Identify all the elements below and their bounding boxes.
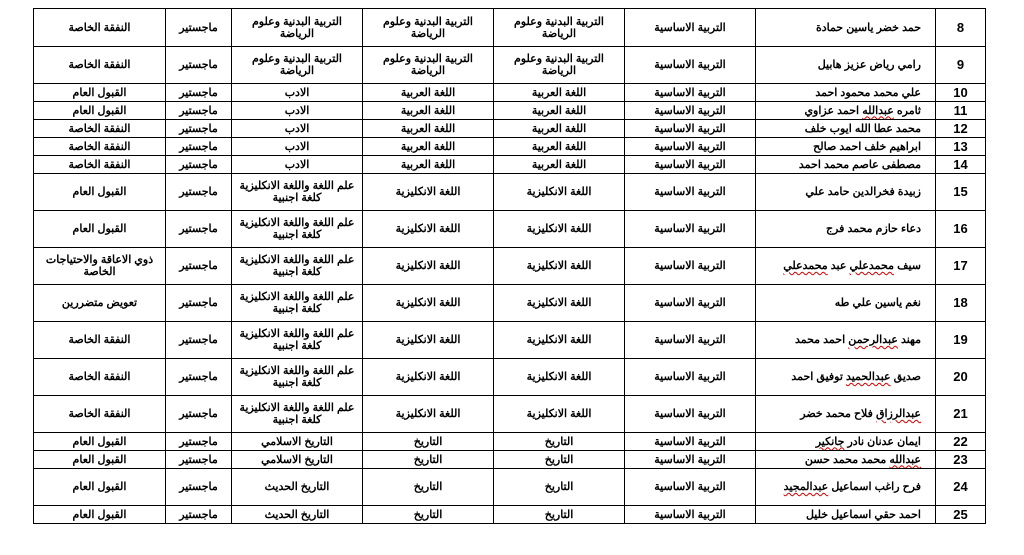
college-cell: التربية الاساسية [625, 211, 756, 248]
table-row [34, 396, 986, 433]
department-cell: اللغة الانكليزية [494, 322, 625, 359]
specialty-cell: التاريخ [363, 506, 494, 524]
department-cell: التاريخ [494, 433, 625, 451]
department-cell: التاريخ [494, 506, 625, 524]
specialty-cell: اللغة الانكليزية [363, 174, 494, 211]
table-row [34, 469, 986, 506]
department-cell: اللغة الانكليزية [494, 285, 625, 322]
college-cell: التربية الاساسية [625, 156, 756, 174]
table-body [34, 9, 986, 524]
admission-type-cell: القبول العام [34, 433, 166, 451]
student-name: زبيدة فخرالدين حامد علي [756, 174, 936, 211]
row-number: 12 [936, 120, 986, 138]
student-name: نغم ياسين علي طه [756, 285, 936, 322]
department-cell: التربية البدنية وعلوم الرياضة [494, 47, 625, 84]
degree-cell: ماجستير [166, 248, 232, 285]
specialty-cell: اللغة العربية [363, 84, 494, 102]
admission-type-cell: القبول العام [34, 174, 166, 211]
table-row [34, 120, 986, 138]
field-cell: التربية البدنية وعلوم الرياضة [232, 47, 363, 84]
department-cell: التاريخ [494, 451, 625, 469]
table-row [34, 47, 986, 84]
student-table [33, 8, 986, 524]
admission-type-cell: النفقة الخاصة [34, 138, 166, 156]
degree-cell: ماجستير [166, 322, 232, 359]
admission-type-cell: النفقة الخاصة [34, 322, 166, 359]
specialty-cell: اللغة الانكليزية [363, 285, 494, 322]
results-sheet [33, 8, 985, 524]
degree-cell: ماجستير [166, 359, 232, 396]
student-name: عبدالله محمد محمد حسن [756, 451, 936, 469]
department-cell: التربية البدنية وعلوم الرياضة [494, 9, 625, 47]
admission-type-cell: النفقة الخاصة [34, 156, 166, 174]
degree-cell: ماجستير [166, 9, 232, 47]
student-name: محمد عطا الله ايوب خلف [756, 120, 936, 138]
table-row [34, 506, 986, 524]
student-name: ثامره عبدالله احمد عزاوي [756, 102, 936, 120]
college-cell: التربية الاساسية [625, 469, 756, 506]
department-cell: التاريخ [494, 469, 625, 506]
admission-type-cell: النفقة الخاصة [34, 396, 166, 433]
degree-cell: ماجستير [166, 47, 232, 84]
student-name: مهند عبدالرحمن احمد محمد [756, 322, 936, 359]
college-cell: التربية الاساسية [625, 138, 756, 156]
field-cell: علم اللغة واللغة الانكليزية كلغة اجنبية [232, 248, 363, 285]
table-row [34, 211, 986, 248]
college-cell: التربية الاساسية [625, 285, 756, 322]
degree-cell: ماجستير [166, 156, 232, 174]
row-number: 14 [936, 156, 986, 174]
admission-type-cell: النفقة الخاصة [34, 120, 166, 138]
specialty-cell: اللغة العربية [363, 138, 494, 156]
college-cell: التربية الاساسية [625, 396, 756, 433]
degree-cell: ماجستير [166, 433, 232, 451]
table-row [34, 174, 986, 211]
degree-cell: ماجستير [166, 174, 232, 211]
table-row [34, 322, 986, 359]
admission-type-cell: النفقة الخاصة [34, 47, 166, 84]
table-row [34, 9, 986, 47]
admission-type-cell: القبول العام [34, 469, 166, 506]
degree-cell: ماجستير [166, 102, 232, 120]
row-number: 22 [936, 433, 986, 451]
field-cell: التاريخ الحديث [232, 506, 363, 524]
degree-cell: ماجستير [166, 506, 232, 524]
department-cell: اللغة العربية [494, 156, 625, 174]
department-cell: اللغة الانكليزية [494, 174, 625, 211]
college-cell: التربية الاساسية [625, 322, 756, 359]
student-name: صديق عبدالحميد توفيق احمد [756, 359, 936, 396]
department-cell: اللغة العربية [494, 84, 625, 102]
field-cell: علم اللغة واللغة الانكليزية كلغة اجنبية [232, 174, 363, 211]
department-cell: اللغة العربية [494, 120, 625, 138]
admission-type-cell: النفقة الخاصة [34, 359, 166, 396]
admission-type-cell: القبول العام [34, 506, 166, 524]
specialty-cell: اللغة العربية [363, 120, 494, 138]
college-cell: التربية الاساسية [625, 102, 756, 120]
field-cell: علم اللغة واللغة الانكليزية كلغة اجنبية [232, 285, 363, 322]
specialty-cell: التربية البدنية وعلوم الرياضة [363, 9, 494, 47]
specialty-cell: التربية البدنية وعلوم الرياضة [363, 47, 494, 84]
field-cell: الادب [232, 84, 363, 102]
college-cell: التربية الاساسية [625, 9, 756, 47]
degree-cell: ماجستير [166, 396, 232, 433]
specialty-cell: اللغة الانكليزية [363, 248, 494, 285]
row-number: 19 [936, 322, 986, 359]
specialty-cell: اللغة الانكليزية [363, 322, 494, 359]
student-name: فرح راغب اسماعيل عبدالمجيد [756, 469, 936, 506]
field-cell: علم اللغة واللغة الانكليزية كلغة اجنبية [232, 359, 363, 396]
admission-type-cell: القبول العام [34, 451, 166, 469]
table-row [34, 248, 986, 285]
degree-cell: ماجستير [166, 469, 232, 506]
row-number: 24 [936, 469, 986, 506]
table-row [34, 156, 986, 174]
college-cell: التربية الاساسية [625, 47, 756, 84]
college-cell: التربية الاساسية [625, 84, 756, 102]
field-cell: علم اللغة واللغة الانكليزية كلغة اجنبية [232, 322, 363, 359]
field-cell: الادب [232, 138, 363, 156]
specialty-cell: اللغة الانكليزية [363, 359, 494, 396]
degree-cell: ماجستير [166, 451, 232, 469]
department-cell: اللغة الانكليزية [494, 396, 625, 433]
field-cell: الادب [232, 156, 363, 174]
student-name: علي محمد محمود احمد [756, 84, 936, 102]
admission-type-cell: النفقة الخاصة [34, 9, 166, 47]
row-number: 15 [936, 174, 986, 211]
specialty-cell: اللغة العربية [363, 102, 494, 120]
college-cell: التربية الاساسية [625, 433, 756, 451]
table-row [34, 102, 986, 120]
field-cell: التربية البدنية وعلوم الرياضة [232, 9, 363, 47]
specialty-cell: اللغة الانكليزية [363, 396, 494, 433]
table-row [34, 359, 986, 396]
field-cell: الادب [232, 120, 363, 138]
degree-cell: ماجستير [166, 120, 232, 138]
department-cell: اللغة الانكليزية [494, 359, 625, 396]
table-row [34, 285, 986, 322]
specialty-cell: اللغة العربية [363, 156, 494, 174]
table-row [34, 451, 986, 469]
degree-cell: ماجستير [166, 84, 232, 102]
student-name: عبدالرزاق فلاح محمد خضر [756, 396, 936, 433]
field-cell: علم اللغة واللغة الانكليزية كلغة اجنبية [232, 396, 363, 433]
specialty-cell: التاريخ [363, 451, 494, 469]
degree-cell: ماجستير [166, 211, 232, 248]
degree-cell: ماجستير [166, 285, 232, 322]
college-cell: التربية الاساسية [625, 451, 756, 469]
college-cell: التربية الاساسية [625, 359, 756, 396]
row-number: 11 [936, 102, 986, 120]
table-row [34, 138, 986, 156]
row-number: 21 [936, 396, 986, 433]
table-row [34, 84, 986, 102]
student-name: رامي رياض عزيز هابيل [756, 47, 936, 84]
admission-type-cell: القبول العام [34, 84, 166, 102]
row-number: 8 [936, 9, 986, 47]
admission-type-cell: القبول العام [34, 102, 166, 120]
row-number: 9 [936, 47, 986, 84]
row-number: 25 [936, 506, 986, 524]
field-cell: الادب [232, 102, 363, 120]
field-cell: علم اللغة واللغة الانكليزية كلغة اجنبية [232, 211, 363, 248]
field-cell: التاريخ الاسلامي [232, 451, 363, 469]
field-cell: التاريخ الحديث [232, 469, 363, 506]
row-number: 13 [936, 138, 986, 156]
specialty-cell: التاريخ [363, 433, 494, 451]
row-number: 20 [936, 359, 986, 396]
student-name: ابراهيم خلف احمد صالح [756, 138, 936, 156]
admission-type-cell: القبول العام [34, 211, 166, 248]
row-number: 18 [936, 285, 986, 322]
row-number: 23 [936, 451, 986, 469]
college-cell: التربية الاساسية [625, 120, 756, 138]
student-name: حمد خضر ياسين حمادة [756, 9, 936, 47]
specialty-cell: التاريخ [363, 469, 494, 506]
department-cell: اللغة العربية [494, 102, 625, 120]
field-cell: التاريخ الاسلامي [232, 433, 363, 451]
degree-cell: ماجستير [166, 138, 232, 156]
college-cell: التربية الاساسية [625, 174, 756, 211]
student-name: مصطفى عاصم محمد احمد [756, 156, 936, 174]
college-cell: التربية الاساسية [625, 506, 756, 524]
student-name: ايمان عدنان نادر جانكير [756, 433, 936, 451]
department-cell: اللغة الانكليزية [494, 248, 625, 285]
admission-type-cell: تعويض متضررين [34, 285, 166, 322]
specialty-cell: اللغة الانكليزية [363, 211, 494, 248]
admission-type-cell: ذوي الاعاقة والاحتياجات الخاصة [34, 248, 166, 285]
table-row [34, 433, 986, 451]
row-number: 16 [936, 211, 986, 248]
department-cell: اللغة العربية [494, 138, 625, 156]
row-number: 10 [936, 84, 986, 102]
student-name: دعاء حازم محمد فرج [756, 211, 936, 248]
department-cell: اللغة الانكليزية [494, 211, 625, 248]
college-cell: التربية الاساسية [625, 248, 756, 285]
row-number: 17 [936, 248, 986, 285]
student-name: سيف محمدعلي عبد محمدعلي [756, 248, 936, 285]
student-name: احمد حقي اسماعيل خليل [756, 506, 936, 524]
